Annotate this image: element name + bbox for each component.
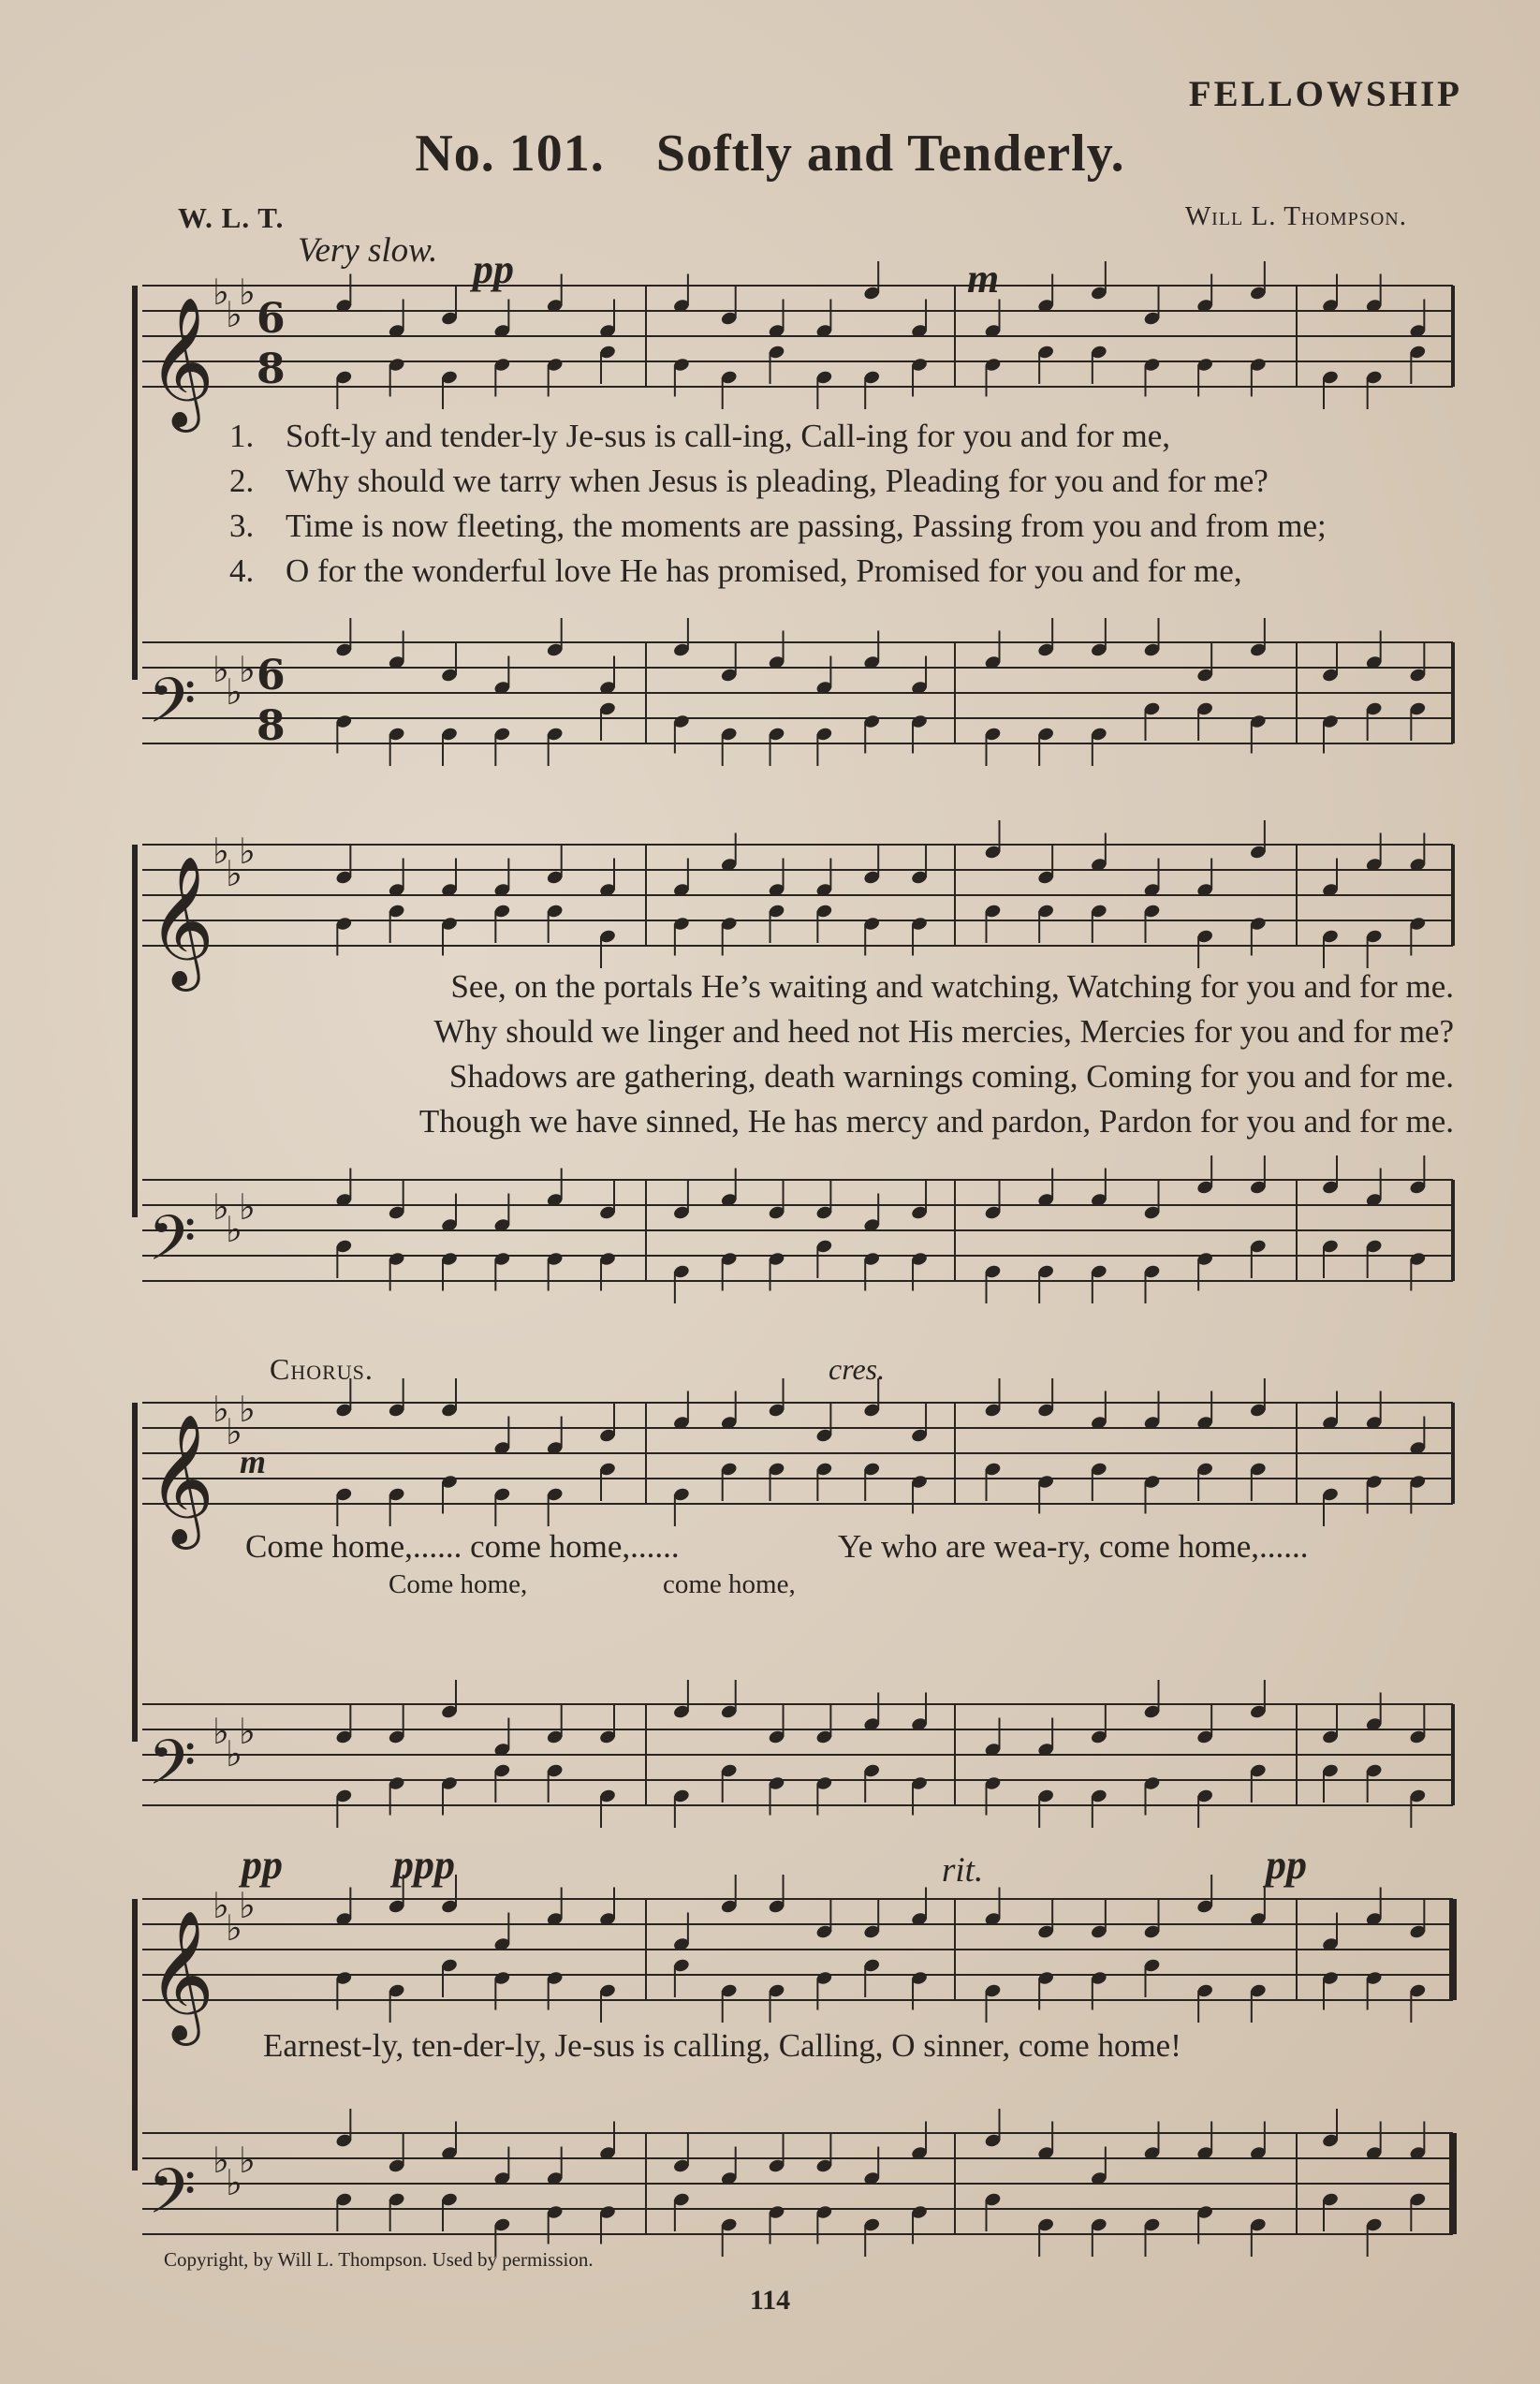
composer: Will L. Thompson. bbox=[1184, 201, 1407, 231]
time-signature-bottom: 8 bbox=[257, 346, 286, 393]
system-4-bass bbox=[142, 2109, 1453, 2257]
lyricist: W. L. T. bbox=[178, 201, 285, 234]
dynamic-m: m bbox=[967, 256, 1000, 302]
flat-icon: ♭ bbox=[239, 272, 256, 313]
bass-clef-icon: 𝄢 bbox=[148, 1202, 197, 1289]
flat-icon: ♭ bbox=[239, 649, 256, 690]
verse-2-line-2: Why should we linger and heed not His mercies, Mercies for you and for me? bbox=[433, 1013, 1454, 1050]
flat-icon: ♭ bbox=[239, 1885, 256, 1926]
system-4-treble bbox=[142, 1875, 1453, 2046]
system-2-bass bbox=[142, 1155, 1453, 1303]
system-3-treble bbox=[142, 1378, 1453, 1550]
flat-icon: ♭ bbox=[213, 1186, 229, 1228]
flat-icon: ♭ bbox=[239, 831, 256, 872]
flat-icon: ♭ bbox=[226, 853, 242, 894]
flat-icon: ♭ bbox=[239, 2140, 256, 2181]
treble-clef-icon: 𝄞 bbox=[148, 1910, 214, 2040]
flat-icon: ♭ bbox=[239, 1186, 256, 1228]
verse-2-line-1: 2. Why should we tarry when Jesus is pleading, Pleading for you and for me? bbox=[229, 463, 1269, 499]
dynamic-rit: rit. bbox=[942, 1851, 984, 1890]
verse-4-line-2: Though we have sinned, He has mercy and pardon, Pardon for you and for me. bbox=[418, 1103, 1454, 1140]
flat-icon: ♭ bbox=[226, 1733, 242, 1774]
system-1-treble bbox=[142, 261, 1453, 433]
dynamic-pp: pp bbox=[473, 246, 514, 292]
flat-icon: ♭ bbox=[213, 2140, 229, 2181]
dynamic-pp-3: pp bbox=[1266, 1842, 1307, 1888]
flat-icon: ♭ bbox=[213, 1711, 229, 1752]
verse-3-line-1: 3. Time is now fleeting, the moments are passing, Passing from you and from me; bbox=[229, 508, 1327, 544]
page-number: 114 bbox=[749, 2285, 791, 2316]
treble-clef-icon: 𝄞 bbox=[148, 297, 214, 427]
time-signature-top: 6 bbox=[257, 295, 286, 343]
flat-icon: ♭ bbox=[213, 649, 229, 690]
system-1-bass bbox=[142, 618, 1453, 766]
dynamic-chorus-m: m bbox=[240, 1443, 267, 1480]
treble-clef-icon: 𝄞 bbox=[148, 856, 214, 986]
flat-icon: ♭ bbox=[213, 1885, 229, 1926]
hymn-number: No. 101. bbox=[415, 125, 605, 183]
flat-icon: ♭ bbox=[213, 272, 229, 313]
verse-3-line-2: Shadows are gathering, death warnings coming, Coming for you and for me. bbox=[448, 1058, 1454, 1095]
flat-icon: ♭ bbox=[239, 1389, 256, 1430]
flat-icon: ♭ bbox=[226, 671, 242, 713]
system-3-bass bbox=[142, 1680, 1453, 1828]
copyright-notice: Copyright, by Will L. Thompson. Used by permission. bbox=[164, 2248, 594, 2271]
chorus-echo-1: Come home, bbox=[389, 1569, 528, 1599]
chorus-line-1b: Ye who are wea-ry, come home,...... bbox=[838, 1528, 1309, 1565]
treble-clef-icon: 𝄞 bbox=[148, 1414, 214, 1544]
flat-icon: ♭ bbox=[226, 2162, 242, 2203]
verse-lines-2 bbox=[209, 968, 1454, 1148]
dynamic-cres: cres. bbox=[829, 1352, 886, 1386]
flat-icon: ♭ bbox=[239, 1711, 256, 1752]
verse-1-line-1: 1. Soft-ly and tender-ly Je-sus is call-ing, Call-ing for you and for me, bbox=[229, 418, 1171, 454]
dynamic-ppp: ppp bbox=[393, 1842, 455, 1888]
flat-icon: ♭ bbox=[213, 1389, 229, 1430]
verse-1-line-2: See, on the portals He’s waiting and watching, Watching for you and for me. bbox=[450, 968, 1454, 1005]
bass-clef-icon: 𝄢 bbox=[148, 665, 197, 752]
flat-icon: ♭ bbox=[226, 1907, 242, 1949]
flat-icon: ♭ bbox=[213, 831, 229, 872]
chorus-echo-2: come home, bbox=[663, 1569, 796, 1599]
tempo-marking: Very slow. bbox=[298, 231, 438, 270]
time-signature-top: 6 bbox=[257, 652, 286, 699]
chorus-label: Chorus. bbox=[270, 1352, 374, 1386]
bass-clef-icon: 𝄢 bbox=[148, 1727, 197, 1814]
flat-icon: ♭ bbox=[226, 1411, 242, 1452]
chorus-line-1a: Come home,...... come home,...... bbox=[245, 1528, 680, 1565]
flat-icon: ♭ bbox=[226, 1209, 242, 1250]
chorus-line-2: Earnest-ly, ten-der-ly, Je-sus is calling, Calling, O sinner, come home! bbox=[263, 2027, 1181, 2064]
dynamic-pp-2: pp bbox=[242, 1842, 283, 1888]
hymn-name: Softly and Tenderly. bbox=[655, 125, 1125, 183]
verse-4-line-1: 4. O for the wonderful love He has promised, Promised for you and for me, bbox=[229, 552, 1242, 589]
flat-icon: ♭ bbox=[226, 294, 242, 335]
system-2-treble bbox=[142, 820, 1453, 992]
bass-clef-icon: 𝄢 bbox=[148, 2156, 197, 2243]
section-heading: FELLOWSHIP bbox=[1188, 74, 1462, 114]
verse-lines-1 bbox=[229, 418, 1327, 597]
time-signature-bottom: 8 bbox=[257, 702, 286, 750]
